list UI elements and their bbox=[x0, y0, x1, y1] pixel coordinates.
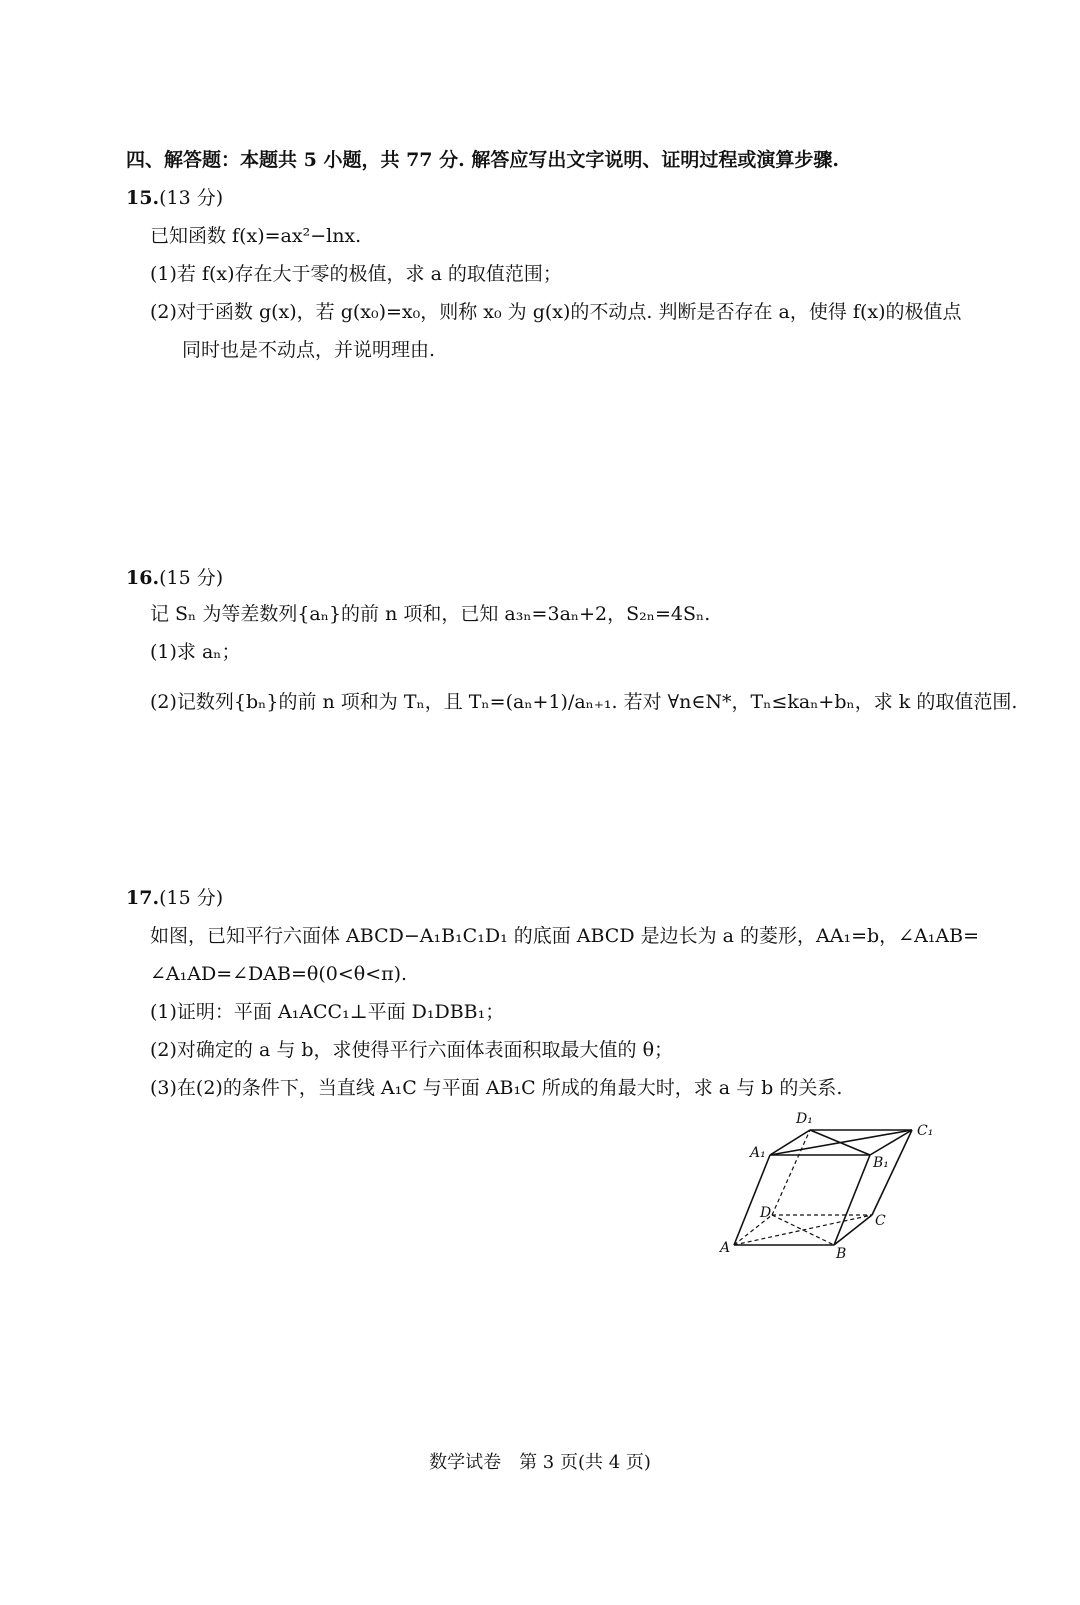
page-footer: 数学试卷 第 3 页(共 4 页) bbox=[429, 1452, 651, 1473]
question-16-header bbox=[126, 566, 223, 590]
question-number: 16. bbox=[126, 567, 160, 589]
q17-line-1: 如图，已知平行六面体 ABCD−A₁B₁C₁D₁ 的底面 ABCD 是边长为 a 的菱形，AA₁=b，∠A₁AB= bbox=[150, 925, 980, 947]
label-A1: A₁ bbox=[750, 1145, 766, 1161]
q16-line-1: 记 Sₙ 为等差数列{aₙ}的前 n 项和，已知 a₃ₙ=3aₙ+2，S₂ₙ=4Sₙ. bbox=[150, 603, 711, 625]
figure-labels bbox=[718, 1111, 933, 1262]
q15-line-1: 已知函数 f(x)=ax²−lnx. bbox=[150, 225, 362, 247]
diagonal-D1B1 bbox=[810, 1130, 870, 1155]
q17-line-3: (1)证明：平面 A₁ACC₁⊥平面 D₁DBB₁； bbox=[150, 1001, 505, 1023]
label-C1: C₁ bbox=[917, 1123, 934, 1139]
q17-line-4: (2)对确定的 a 与 b，求使得平行六面体表面积取最大值的 θ； bbox=[150, 1039, 674, 1061]
parallelepiped-figure bbox=[710, 1105, 950, 1265]
q16-line-2: (1)求 aₙ； bbox=[150, 641, 241, 663]
q15-line-4: 同时也是不动点，并说明理由. bbox=[182, 339, 436, 361]
label-C: C bbox=[875, 1213, 886, 1229]
q15-line-3: (2)对于函数 g(x)，若 g(x₀)=x₀，则称 x₀ 为 g(x)的不动点. 判断是否存在 a，使得 f(x)的极值点 bbox=[150, 301, 962, 323]
q17-line-2: ∠A₁AD=∠DAB=θ(0<θ<π). bbox=[150, 963, 408, 985]
question-number: 15. bbox=[126, 187, 160, 209]
label-D1: D₁ bbox=[796, 1111, 813, 1127]
question-17-header bbox=[126, 886, 223, 910]
label-B1: B₁ bbox=[873, 1155, 889, 1171]
question-score: (15 分) bbox=[159, 887, 224, 909]
label-A: A bbox=[720, 1240, 731, 1256]
question-score: (15 分) bbox=[159, 567, 224, 589]
section-heading: 四、解答题：本题共 5 小题，共 77 分. 解答应写出文字说明、证明过程或演算步骤. bbox=[126, 149, 839, 171]
label-D: D bbox=[760, 1205, 772, 1221]
label-B: B bbox=[836, 1246, 847, 1262]
q16-line-3: (2)记数列{bₙ}的前 n 项和为 Tₙ，且 Tₙ=(aₙ+1)/aₙ₊₁. 若对 ∀n∈N*，Tₙ≤kaₙ+bₙ，求 k 的取值范围. bbox=[150, 691, 1018, 713]
q15-line-2: (1)若 f(x)存在大于零的极值，求 a 的取值范围； bbox=[150, 263, 562, 285]
q17-line-5: (3)在(2)的条件下，当直线 A₁C 与平面 AB₁C 所成的角最大时，求 a 与 b 的关系. bbox=[150, 1077, 843, 1099]
question-number: 17. bbox=[126, 887, 160, 909]
diagonal-AC bbox=[734, 1215, 872, 1245]
question-score: (13 分) bbox=[159, 187, 224, 209]
question-15-header bbox=[126, 186, 223, 210]
